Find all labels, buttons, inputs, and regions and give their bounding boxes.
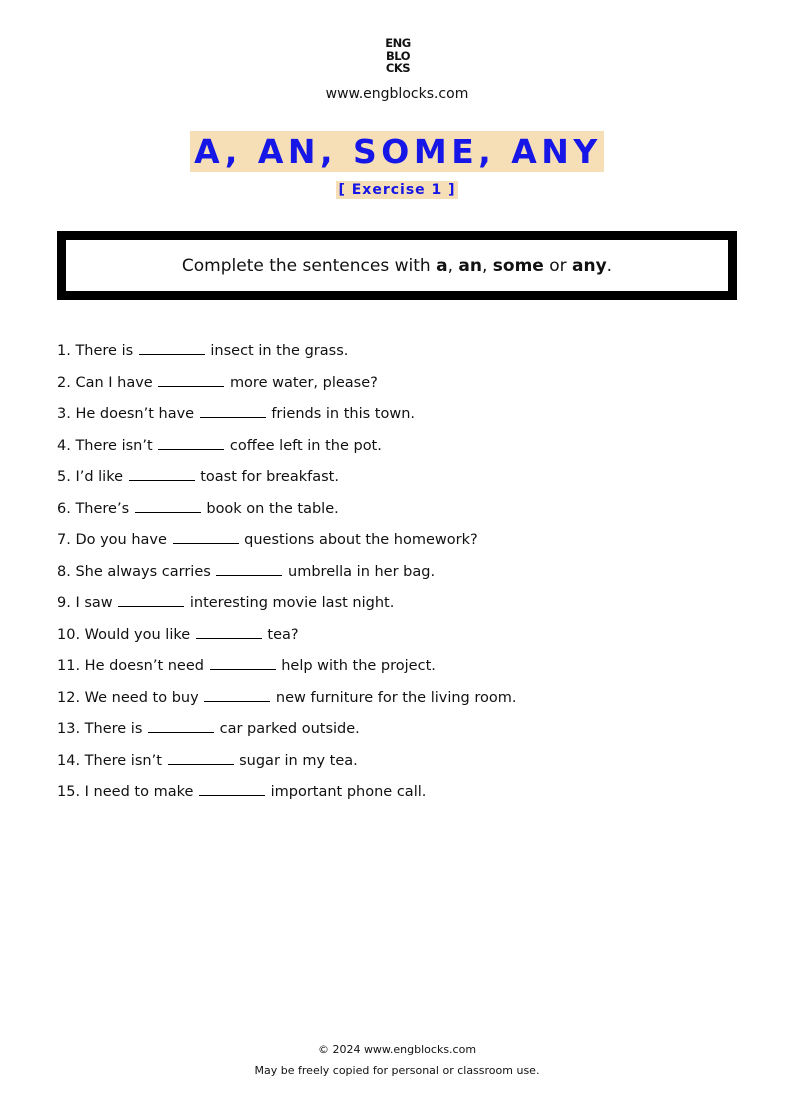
item-prompt-before: 5. I’d like <box>57 469 124 485</box>
exercise-item <box>57 559 737 591</box>
exercise-item <box>57 338 737 370</box>
exercise-item <box>57 590 737 622</box>
exercise-item <box>57 716 737 748</box>
item-prompt-after: more water, please? <box>229 374 378 391</box>
answer-blank[interactable] <box>168 748 234 765</box>
exercise-item <box>57 496 737 528</box>
item-prompt-after: umbrella in her bag. <box>288 563 436 580</box>
answer-blank[interactable] <box>199 779 265 796</box>
item-prompt-before: 7. Do you have <box>57 532 167 548</box>
exercise-item <box>57 464 737 496</box>
item-prompt-after: help with the project. <box>281 658 436 674</box>
instruction-sep: , <box>447 255 459 276</box>
instruction-word-some: some <box>492 255 544 276</box>
exercise-item <box>57 685 737 717</box>
exercise-item <box>57 779 737 811</box>
item-prompt-before: 14. There isn’t <box>57 752 162 769</box>
exercise-item <box>57 748 737 780</box>
answer-blank[interactable] <box>129 464 195 481</box>
answer-blank[interactable] <box>204 685 270 702</box>
item-prompt-before: 9. I saw <box>57 595 113 611</box>
exercise-item <box>57 370 737 402</box>
answer-blank[interactable] <box>148 716 214 733</box>
item-prompt-after: interesting movie last night. <box>189 595 395 611</box>
item-prompt-before: 1. There is <box>57 343 134 359</box>
item-prompt-after: tea? <box>267 626 299 643</box>
instruction-word-any: any <box>572 255 607 276</box>
item-prompt-before: 15. I need to make <box>57 784 194 800</box>
exercise-item <box>57 433 737 465</box>
item-prompt-after: sugar in my tea. <box>239 752 358 769</box>
exercise-item <box>57 622 737 654</box>
instruction-sep: , <box>481 255 493 276</box>
exercise-label: [ Exercise 1 ] <box>338 182 456 198</box>
page-title: A, AN, SOME, ANY <box>190 131 604 172</box>
item-prompt-after: book on the table. <box>206 500 339 517</box>
exercise-item <box>57 527 737 559</box>
item-prompt-before: 11. He doesn’t need <box>57 658 204 674</box>
item-prompt-before: 4. There isn’t <box>57 437 153 454</box>
logo-line-2: BLO <box>386 48 410 63</box>
item-prompt-before: 12. We need to buy <box>57 689 199 706</box>
item-prompt-after: questions about the homework? <box>244 532 478 548</box>
exercise-item <box>57 653 737 685</box>
instruction-box <box>57 231 737 300</box>
item-prompt-before: 6. There’s <box>57 500 130 517</box>
logo-line-1: ENG <box>385 36 411 50</box>
answer-blank[interactable] <box>173 527 239 544</box>
answer-blank[interactable] <box>118 590 184 607</box>
item-prompt-after: new furniture for the living room. <box>275 689 517 706</box>
exercise-item <box>57 401 737 433</box>
site-url[interactable]: www.engblocks.com <box>325 86 469 102</box>
engblocks-logo <box>381 38 415 76</box>
footer-copyright: © 2024 www.engblocks.com <box>317 1043 477 1056</box>
item-prompt-before: 10. Would you like <box>57 626 191 643</box>
answer-blank[interactable] <box>200 401 266 418</box>
item-prompt-before: 8. She always carries <box>57 563 211 580</box>
answer-blank[interactable] <box>216 559 282 576</box>
title-wrapper <box>0 131 794 172</box>
item-prompt-after: coffee left in the pot. <box>229 437 382 454</box>
answer-blank[interactable] <box>210 653 276 670</box>
item-prompt-after: important phone call. <box>270 784 427 800</box>
item-prompt-before: 3. He doesn’t have <box>57 406 195 422</box>
logo-line-3: CKS <box>385 61 411 75</box>
item-prompt-after: toast for breakfast. <box>200 469 339 485</box>
item-prompt-before: 13. There is <box>57 721 143 737</box>
subtitle-wrapper <box>0 179 794 199</box>
instruction-sep: or <box>543 255 573 276</box>
answer-blank[interactable] <box>139 338 205 355</box>
item-prompt-before: 2. Can I have <box>57 374 153 391</box>
instruction-word-a: a <box>436 255 448 276</box>
item-prompt-after: friends in this town. <box>271 406 416 422</box>
answer-blank[interactable] <box>158 370 224 387</box>
item-prompt-after: car parked outside. <box>219 721 360 737</box>
instruction-suffix: . <box>606 255 613 276</box>
footer-license: May be freely copied for personal or classroom use. <box>254 1064 540 1077</box>
answer-blank[interactable] <box>135 496 201 513</box>
item-prompt-after: insect in the grass. <box>210 343 349 359</box>
instruction-word-an: an <box>458 255 482 276</box>
exercise-list <box>57 338 737 811</box>
instruction-text <box>182 256 612 276</box>
answer-blank[interactable] <box>158 433 224 450</box>
instruction-prefix: Complete the sentences with <box>181 255 437 276</box>
answer-blank[interactable] <box>196 622 262 639</box>
